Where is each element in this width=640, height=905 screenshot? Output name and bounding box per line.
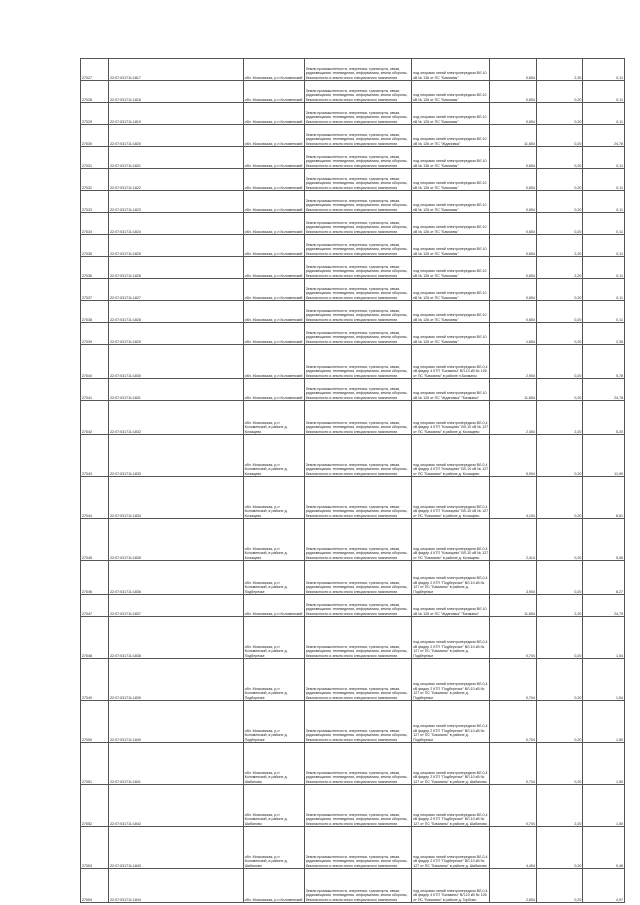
rate-cell: 2,30 — [536, 59, 582, 81]
rate-cell: 0,20 — [536, 827, 582, 869]
land-category-cell: Земли промышленности, энергетики, транспорта, связи, радиовещания, телевидения, информатики, земли обороны, безопасности и земли иного специального назначения — [304, 743, 412, 785]
value-cell: 4,97 — [583, 869, 625, 903]
address-cell: обл. Московская, р-н Коломенский — [243, 235, 304, 257]
value-cell: 0,11 — [583, 301, 625, 323]
row-id-cell: 27048 — [81, 617, 109, 659]
rate-cell: 2,20 — [536, 257, 582, 279]
row-id-cell: 27052 — [81, 785, 109, 827]
area-cell: 11,654 — [490, 595, 536, 617]
land-category-cell: Земли промышленности, энергетики, транспорта, связи, радиовещания, телевидения, информатики, земли обороны, безопасности и земли иного специального назначения — [304, 701, 412, 743]
address-cell: обл. Московская, р-н Коломенский — [243, 103, 304, 125]
land-parcels-table — [80, 58, 625, 903]
table-row — [81, 379, 625, 401]
cadastral-number-cell: 22:07:031711:1827 — [109, 279, 243, 301]
address-cell: обл. Московская, р-н Коломенский, в районе д. Кочищево — [243, 519, 304, 561]
area-cell: 0,654 — [490, 191, 536, 213]
area-cell: 0,654 — [490, 257, 536, 279]
area-cell: 0,704 — [490, 785, 536, 827]
permitted-use-cell: под опорами линий электропередачи ВЛ-0,4 кВ фидер 2 КТП "Подберезье" ВЛ-10 кВ № 127 от ПС "Бачманы" в районе д. Шабаново — [412, 785, 490, 827]
value-cell: 0,11 — [583, 147, 625, 169]
land-category-cell: Земли промышленности, энергетики, транспорта, связи, радиовещания, телевидения, информатики, земли обороны, безопасности и земли иного специального назначения — [304, 869, 412, 903]
rate-cell: 0,20 — [536, 477, 582, 519]
cadastral-number-cell: 22:07:031711:1822 — [109, 169, 243, 191]
row-id-cell: 27032 — [81, 169, 109, 191]
rate-cell: 2,20 — [536, 235, 582, 257]
value-cell: 1,54 — [583, 659, 625, 701]
land-category-cell: Земли промышленности, энергетики, транспорта, связи, радиовещания, телевидения, информатики, земли обороны, безопасности и земли иного специального назначения — [304, 617, 412, 659]
area-cell: 3,904 — [490, 561, 536, 595]
rate-cell: 0,20 — [536, 561, 582, 595]
land-category-cell: Земли промышленности, энергетики, транспорта, связи, радиовещания, телевидения, информатики, земли обороны, безопасности и земли иного специального назначения — [304, 345, 412, 379]
cadastral-number-cell: 22:07:031711:1844 — [109, 869, 243, 903]
row-id-cell: 27038 — [81, 301, 109, 323]
row-id-cell: 27030 — [81, 125, 109, 147]
rate-cell: 0,20 — [536, 147, 582, 169]
land-category-cell: Земли промышленности, энергетики, транспорта, связи, радиовещания, телевидения, информатики, земли обороны, безопасности и земли иного специального назначения — [304, 235, 412, 257]
table-row — [81, 595, 625, 617]
address-cell: обл. Московская, р-н Коломенский — [243, 869, 304, 903]
land-category-cell: Земли промышленности, энергетики, транспорта, связи, радиовещания, телевидения, информатики, земли обороны, безопасности и земли иного специального назначения — [304, 827, 412, 869]
cadastral-number-cell: 22:07:031711:1841 — [109, 743, 243, 785]
table-row — [81, 561, 625, 595]
row-id-cell: 27031 — [81, 147, 109, 169]
cadastral-number-cell: 22:07:031711:1833 — [109, 435, 243, 477]
cadastral-number-cell: 22:07:031711:1828 — [109, 301, 243, 323]
cadastral-number-cell: 22:07:031711:1836 — [109, 561, 243, 595]
row-id-cell: 27044 — [81, 477, 109, 519]
value-cell: 1,54 — [583, 617, 625, 659]
address-cell: обл. Московская, р-н Коломенский — [243, 147, 304, 169]
rate-cell: 0,20 — [536, 743, 582, 785]
value-cell: 1,50 — [583, 743, 625, 785]
cadastral-number-cell: 22:07:031711:1839 — [109, 659, 243, 701]
permitted-use-cell: под опорами линий электропередачи ВЛ-10 кВ № 136 от ПС "Бачманы" — [412, 147, 490, 169]
rate-cell: 0,20 — [536, 191, 582, 213]
address-cell: обл. Московская, р-н Коломенский, в районе д. Кочищево — [243, 435, 304, 477]
address-cell: обл. Московская, р-н Коломенский, в районе д. Кочищево — [243, 401, 304, 435]
area-cell: 0,704 — [490, 617, 536, 659]
area-cell: 2,904 — [490, 345, 536, 379]
rate-cell: 2,20 — [536, 595, 582, 617]
row-id-cell: 27040 — [81, 345, 109, 379]
value-cell: 11,99 — [583, 435, 625, 477]
row-id-cell: 27042 — [81, 401, 109, 435]
land-category-cell: Земли промышленности, энергетики, транспорта, связи, радиовещания, телевидения, информатики, земли обороны, безопасности и земли иного специального назначения — [304, 81, 412, 103]
permitted-use-cell: под опорами линий электропередачи ВЛ-0,4 кВ фидер 2 КТП "Подберезье" ВЛ-10 кВ № 127 от ПС "Бачманы" в районе д. Шабаново — [412, 743, 490, 785]
table-row — [81, 519, 625, 561]
area-cell: 0,654 — [490, 213, 536, 235]
land-category-cell: Земли промышленности, энергетики, транспорта, связи, радиовещания, телевидения, информатики, земли обороны, безопасности и земли иного специального назначения — [304, 401, 412, 435]
cadastral-number-cell: 22:07:031711:1840 — [109, 701, 243, 743]
rate-cell: 0,20 — [536, 125, 582, 147]
table-row — [81, 147, 625, 169]
value-cell: 0,11 — [583, 279, 625, 301]
address-cell: обл. Московская, р-н Коломенский, в районе д. Подберезье — [243, 659, 304, 701]
cadastral-number-cell: 22:07:031711:1819 — [109, 103, 243, 125]
table-row — [81, 401, 625, 435]
permitted-use-cell: под опорами линий электропередачи ВЛ-0,4 кВ фидер 2 КТП "Подберезье" ВЛ-10 кВ № 127 от ПС "Бачманы" в районе д. Подберезье — [412, 701, 490, 743]
address-cell: обл. Московская, р-н Коломенский — [243, 125, 304, 147]
permitted-use-cell: под опорами линий электропередачи ВЛ-10 кВ № 126 от ПС "Бачманы" — [412, 81, 490, 103]
value-cell: 0,11 — [583, 213, 625, 235]
cadastral-number-cell: 22:07:031711:1831 — [109, 379, 243, 401]
value-cell: 0,11 — [583, 191, 625, 213]
row-id-cell: 27051 — [81, 743, 109, 785]
cadastral-number-cell: 22:07:031711:1818 — [109, 81, 243, 103]
value-cell: 0,11 — [583, 59, 625, 81]
value-cell: 0,11 — [583, 103, 625, 125]
area-cell: 0,654 — [490, 279, 536, 301]
address-cell: обл. Московская, р-н Коломенский — [243, 191, 304, 213]
permitted-use-cell: под опорами линий электропередачи ВЛ-0,4 кВ фидер 4 КТП "Бачманы" ВЛ-10 кВ № 126 от ПС "Бачманы" в районе д. Горбово — [412, 869, 490, 903]
land-category-cell: Земли промышленности, энергетики, транспорта, связи, радиовещания, телевидения, информатики, земли обороны, безопасности и земли иного специального назначения — [304, 561, 412, 595]
area-cell: 0,704 — [490, 701, 536, 743]
cadastral-number-cell: 22:07:031711:1823 — [109, 191, 243, 213]
row-id-cell: 27039 — [81, 323, 109, 345]
permitted-use-cell: под опорами линий электропередачи ВЛ-10 кВ № 126 от ПС "Бачманы" — [412, 257, 490, 279]
land-category-cell: Земли промышленности, энергетики, транспорта, связи, радиовещания, телевидения, информатики, земли обороны, безопасности и земли иного специального назначения — [304, 147, 412, 169]
area-cell: 0,704 — [490, 743, 536, 785]
rate-cell: 0,20 — [536, 213, 582, 235]
cadastral-number-cell: 22:07:031711:1829 — [109, 323, 243, 345]
permitted-use-cell: под опорами линий электропередачи ВЛ-0,4 кВ фидер 2 КТП "Подберезье" ВЛ-10 кВ № 127 от ПС "Бачманы" в районе д. Подберезье — [412, 659, 490, 701]
table-row — [81, 743, 625, 785]
area-cell: 2,414 — [490, 519, 536, 561]
rate-cell: 0,20 — [536, 519, 582, 561]
row-id-cell: 27049 — [81, 659, 109, 701]
rate-cell: 0,20 — [536, 81, 582, 103]
row-id-cell: 27037 — [81, 279, 109, 301]
value-cell: 8,27 — [583, 561, 625, 595]
area-cell: 0,654 — [490, 169, 536, 191]
permitted-use-cell: под опорами линий электропередачи ВЛ-0,4 кВ фидер 4 КТП "Бачманы" ВЛ-10 кВ № 126 от ПС "Бачманы" в районе п.Бачманы — [412, 345, 490, 379]
rate-cell: 0,20 — [536, 323, 582, 345]
address-cell: обл. Московская, р-н Коломенский, в районе д. Шабаново — [243, 785, 304, 827]
permitted-use-cell: под опорами линий электропередачи ВЛ-10 кВ № 126 от ПС "Ждановка" "Бачманы" — [412, 379, 490, 401]
table-row — [81, 169, 625, 191]
row-id-cell: 27053 — [81, 827, 109, 869]
area-cell: 2,654 — [490, 869, 536, 903]
value-cell: 9,46 — [583, 827, 625, 869]
cadastral-number-cell: 22:07:031711:1826 — [109, 257, 243, 279]
area-cell: 0,654 — [490, 81, 536, 103]
table-row — [81, 257, 625, 279]
permitted-use-cell: под опорами линий электропередачи ВЛ-10 кВ № 126 от ПС "Бачманы" — [412, 103, 490, 125]
address-cell: обл. Московская, р-н Коломенский, в районе д. Подберезье — [243, 561, 304, 595]
value-cell: 24,78 — [583, 379, 625, 401]
area-cell: 0,654 — [490, 301, 536, 323]
land-category-cell: Земли промышленности, энергетики, транспорта, связи, радиовещания, телевидения, информатики, земли обороны, безопасности и земли иного специального назначения — [304, 279, 412, 301]
table-row — [81, 191, 625, 213]
row-id-cell: 27041 — [81, 379, 109, 401]
table-row — [81, 827, 625, 869]
table-row — [81, 213, 625, 235]
land-category-cell: Земли промышленности, энергетики, транспорта, связи, радиовещания, телевидения, информатики, земли обороны, безопасности и земли иного специального назначения — [304, 477, 412, 519]
rate-cell: 0,20 — [536, 379, 582, 401]
cadastral-number-cell: 22:07:031711:1821 — [109, 147, 243, 169]
address-cell: обл. Московская, р-н Коломенский — [243, 379, 304, 401]
table-row — [81, 81, 625, 103]
value-cell: 0,11 — [583, 257, 625, 279]
permitted-use-cell: под опорами линий электропередачи ВЛ-0,4 кВ фидер 4 КТП "Кочищево" ВЛ-10 кВ № 127 от ПС "Бачманы" в районе д. Кочищево — [412, 477, 490, 519]
row-id-cell: 27028 — [81, 81, 109, 103]
value-cell: 2,35 — [583, 323, 625, 345]
table-row — [81, 235, 625, 257]
value-cell: 5,78 — [583, 345, 625, 379]
cadastral-number-cell: 22:07:031711:1825 — [109, 235, 243, 257]
address-cell: обл. Московская, р-н Коломенский — [243, 257, 304, 279]
land-category-cell: Земли промышленности, энергетики, транспорта, связи, радиовещания, телевидения, информатики, земли обороны, безопасности и земли иного специального назначения — [304, 103, 412, 125]
area-cell: 4,454 — [490, 827, 536, 869]
table-row — [81, 701, 625, 743]
address-cell: обл. Московская, р-н Коломенский — [243, 345, 304, 379]
permitted-use-cell: под опорами линий электропередачи ВЛ-10 кВ № 136 от ПС "Бачманы" — [412, 59, 490, 81]
rate-cell: 0,20 — [536, 701, 582, 743]
cadastral-number-cell: 22:07:031711:1820 — [109, 125, 243, 147]
address-cell: обл. Московская, р-н Коломенский — [243, 169, 304, 191]
cadastral-number-cell: 22:07:031711:1842 — [109, 785, 243, 827]
area-cell: 4,154 — [490, 477, 536, 519]
land-category-cell: Земли промышленности, энергетики, транспорта, связи, радиовещания, телевидения, информатики, земли обороны, безопасности и земли иного специального назначения — [304, 519, 412, 561]
cadastral-number-cell: 22:07:031711:1824 — [109, 213, 243, 235]
value-cell: 8,81 — [583, 477, 625, 519]
area-cell: 0,654 — [490, 59, 536, 81]
table-row — [81, 617, 625, 659]
table-row — [81, 301, 625, 323]
land-category-cell: Земли промышленности, энергетики, транспорта, связи, радиовещания, телевидения, информатики, земли обороны, безопасности и земли иного специального назначения — [304, 659, 412, 701]
row-id-cell: 27027 — [81, 59, 109, 81]
table-row — [81, 103, 625, 125]
rate-cell: 2,20 — [536, 401, 582, 435]
table-row — [81, 125, 625, 147]
area-cell: 0,654 — [490, 147, 536, 169]
permitted-use-cell: под опорами линий электропередачи ВЛ-10 кВ № 126 от ПС "Бачманы" — [412, 301, 490, 323]
rate-cell: 0,20 — [536, 301, 582, 323]
value-cell: 24,79 — [583, 595, 625, 617]
area-cell: 0,704 — [490, 659, 536, 701]
rate-cell: 0,20 — [536, 169, 582, 191]
value-cell: 5,06 — [583, 519, 625, 561]
permitted-use-cell: под опорами линий электропередачи ВЛ-0,4 кВ фидер 4 КТП "Кочищево" ВЛ-10 кВ № 127 от ПС "Бачманы" в районе д. Кочищево — [412, 519, 490, 561]
permitted-use-cell: под опорами линий электропередачи ВЛ-0,4 кВ фидер 2 КТП "Подберезье" ВЛ-10 кВ № 127 от ПС "Бачманы" в районе д. Подберезье — [412, 617, 490, 659]
permitted-use-cell: под опорами линий электропередачи ВЛ-0,4 кВ фидер 4 КТП "Кочищево" ВЛ-10 кВ № 127 от ПС "Бачманы" в районе д. Кочищево — [412, 435, 490, 477]
table-row — [81, 477, 625, 519]
land-category-cell: Земли промышленности, энергетики, транспорта, связи, радиовещания, телевидения, информатики, земли обороны, безопасности и земли иного специального назначения — [304, 435, 412, 477]
area-cell: 11,654 — [490, 125, 536, 147]
table-row — [81, 345, 625, 379]
area-cell: 2,454 — [490, 401, 536, 435]
address-cell: обл. Московская, р-н Коломенский — [243, 279, 304, 301]
land-category-cell: Земли промышленности, энергетики, транспорта, связи, радиовещания, телевидения, информатики, земли обороны, безопасности и земли иного специального назначения — [304, 59, 412, 81]
table-row — [81, 59, 625, 81]
row-id-cell: 27045 — [81, 519, 109, 561]
rate-cell: 0,20 — [536, 279, 582, 301]
address-cell: обл. Московская, р-н Коломенский, в районе д. Подберезье — [243, 617, 304, 659]
land-category-cell: Земли промышленности, энергетики, транспорта, связи, радиовещания, телевидения, информатики, земли обороны, безопасности и земли иного специального назначения — [304, 191, 412, 213]
address-cell: обл. Московская, р-н Коломенский — [243, 301, 304, 323]
cadastral-number-cell: 22:07:031711:1837 — [109, 595, 243, 617]
row-id-cell: 27043 — [81, 435, 109, 477]
area-cell: 0,654 — [490, 103, 536, 125]
table-row — [81, 785, 625, 827]
address-cell: обл. Московская, р-н Коломенский — [243, 81, 304, 103]
value-cell: 0,11 — [583, 235, 625, 257]
cadastral-number-cell: 22:07:031711:1838 — [109, 617, 243, 659]
address-cell: обл. Московская, р-н Коломенский, в районе д. Шабаново — [243, 827, 304, 869]
land-category-cell: Земли промышленности, энергетики, транспорта, связи, радиовещания, телевидения, информатики, земли обороны, безопасности и земли иного специального назначения — [304, 301, 412, 323]
table-row — [81, 279, 625, 301]
rate-cell: 0,20 — [536, 659, 582, 701]
rate-cell: 0,20 — [536, 869, 582, 903]
value-cell: 1,50 — [583, 785, 625, 827]
rate-cell: 0,20 — [536, 103, 582, 125]
value-cell: 5,20 — [583, 401, 625, 435]
permitted-use-cell: под опорами линий электропередачи ВЛ-10 кВ № 126 от ПС "Бачманы" — [412, 169, 490, 191]
permitted-use-cell: под опорами линий электропередачи ВЛ-10 кВ № 126 от ПС "Бачманы" — [412, 191, 490, 213]
land-category-cell: Земли промышленности, энергетики, транспорта, связи, радиовещания, телевидения, информатики, земли обороны, безопасности и земли иного специального назначения — [304, 257, 412, 279]
land-category-cell: Земли промышленности, энергетики, транспорта, связи, радиовещания, телевидения, информатики, земли обороны, безопасности и земли иного специального назначения — [304, 595, 412, 617]
area-cell: 5,904 — [490, 435, 536, 477]
cadastral-number-cell: 22:07:031711:1843 — [109, 827, 243, 869]
row-id-cell: 27033 — [81, 191, 109, 213]
rate-cell: 0,20 — [536, 435, 582, 477]
rate-cell: 0,20 — [536, 345, 582, 379]
cadastral-number-cell: 22:07:031711:1834 — [109, 477, 243, 519]
address-cell: обл. Московская, р-н Коломенский, в районе д. Кочищево — [243, 477, 304, 519]
rate-cell: 0,20 — [536, 617, 582, 659]
address-cell: обл. Московская, р-н Коломенский — [243, 59, 304, 81]
land-category-cell: Земли промышленности, энергетики, транспорта, связи, радиовещания, телевидения, информатики, земли обороны, безопасности и земли иного специального назначения — [304, 323, 412, 345]
row-id-cell: 27034 — [81, 213, 109, 235]
cadastral-number-cell: 22:07:031711:1832 — [109, 401, 243, 435]
row-id-cell: 27035 — [81, 235, 109, 257]
table-row — [81, 869, 625, 903]
permitted-use-cell: под опорами линий электропередачи ВЛ-0,4 кВ фидер 2 КТП "Подберезье" ВЛ-10 кВ № 127 от ПС "Бачманы" в районе д. Шабаново — [412, 827, 490, 869]
cadastral-number-cell: 22:07:031711:1817 — [109, 59, 243, 81]
area-cell: 11,654 — [490, 379, 536, 401]
land-category-cell: Земли промышленности, энергетики, транспорта, связи, радиовещания, телевидения, информатики, земли обороны, безопасности и земли иного специального назначения — [304, 169, 412, 191]
permitted-use-cell: под опорами линий электропередачи ВЛ-10 кВ № 126 от ПС "Бачманы" — [412, 213, 490, 235]
permitted-use-cell: под опорами линий электропередачи ВЛ-10 кВ № 126 от ПС "Бачманы" — [412, 323, 490, 345]
land-category-cell: Земли промышленности, энергетики, транспорта, связи, радиовещания, телевидения, информатики, земли обороны, безопасности и земли иного специального назначения — [304, 125, 412, 147]
value-cell: 24,76 — [583, 125, 625, 147]
land-category-cell: Земли промышленности, энергетики, транспорта, связи, радиовещания, телевидения, информатики, земли обороны, безопасности и земли иного специального назначения — [304, 379, 412, 401]
cadastral-number-cell: 22:07:031711:1830 — [109, 345, 243, 379]
table-row — [81, 323, 625, 345]
address-cell: обл. Московская, р-н Коломенский, в районе д. Шабаново — [243, 743, 304, 785]
address-cell: обл. Московская, р-н Коломенский, в районе д. Подберезье — [243, 701, 304, 743]
rate-cell: 2,20 — [536, 785, 582, 827]
address-cell: обл. Московская, р-н Коломенский — [243, 595, 304, 617]
area-cell: 0,654 — [490, 235, 536, 257]
land-category-cell: Земли промышленности, энергетики, транспорта, связи, радиовещания, телевидения, информатики, земли обороны, безопасности и земли иного специального назначения — [304, 213, 412, 235]
row-id-cell: 27054 — [81, 869, 109, 903]
permitted-use-cell: под опорами линий электропередачи ВЛ-10 кВ № 126 от ПС "Ждановка" "Бачманы" — [412, 595, 490, 617]
row-id-cell: 27036 — [81, 257, 109, 279]
row-id-cell: 27047 — [81, 595, 109, 617]
table-row — [81, 659, 625, 701]
cadastral-number-cell: 22:07:031711:1835 — [109, 519, 243, 561]
address-cell: обл. Московская, р-н Коломенский — [243, 323, 304, 345]
document-sheet — [80, 58, 625, 903]
permitted-use-cell: под опорами линий электропередачи ВЛ-0,4 кВ фидер 2 КТП "Подберезье" ВЛ-10 кВ № 127 от ПС "Бачманы" в районе д. Подберезье — [412, 561, 490, 595]
table-row — [81, 435, 625, 477]
permitted-use-cell: под опорами линий электропередачи ВЛ-10 кВ № 126 от ПС "Ждановка" — [412, 125, 490, 147]
land-category-cell: Земли промышленности, энергетики, транспорта, связи, радиовещания, телевидения, информатики, земли обороны, безопасности и земли иного специального назначения — [304, 785, 412, 827]
area-cell: 1,654 — [490, 323, 536, 345]
permitted-use-cell: под опорами линий электропередачи ВЛ-0,4 кВ фидер 4 КТП "Кочищево" ВЛ-10 кВ № 127 от ПС "Бачманы" в районе д. Кочищево — [412, 401, 490, 435]
value-cell: 1,50 — [583, 701, 625, 743]
value-cell: 0,11 — [583, 169, 625, 191]
row-id-cell: 27046 — [81, 561, 109, 595]
address-cell: обл. Московская, р-н Коломенский — [243, 213, 304, 235]
value-cell: 0,11 — [583, 81, 625, 103]
row-id-cell: 27050 — [81, 701, 109, 743]
row-id-cell: 27029 — [81, 103, 109, 125]
permitted-use-cell: под опорами линий электропередачи ВЛ-10 кВ № 126 от ПС "Бачманы" — [412, 235, 490, 257]
permitted-use-cell: под опорами линий электропередачи ВЛ-10 кВ № 126 от ПС "Бачманы" — [412, 279, 490, 301]
